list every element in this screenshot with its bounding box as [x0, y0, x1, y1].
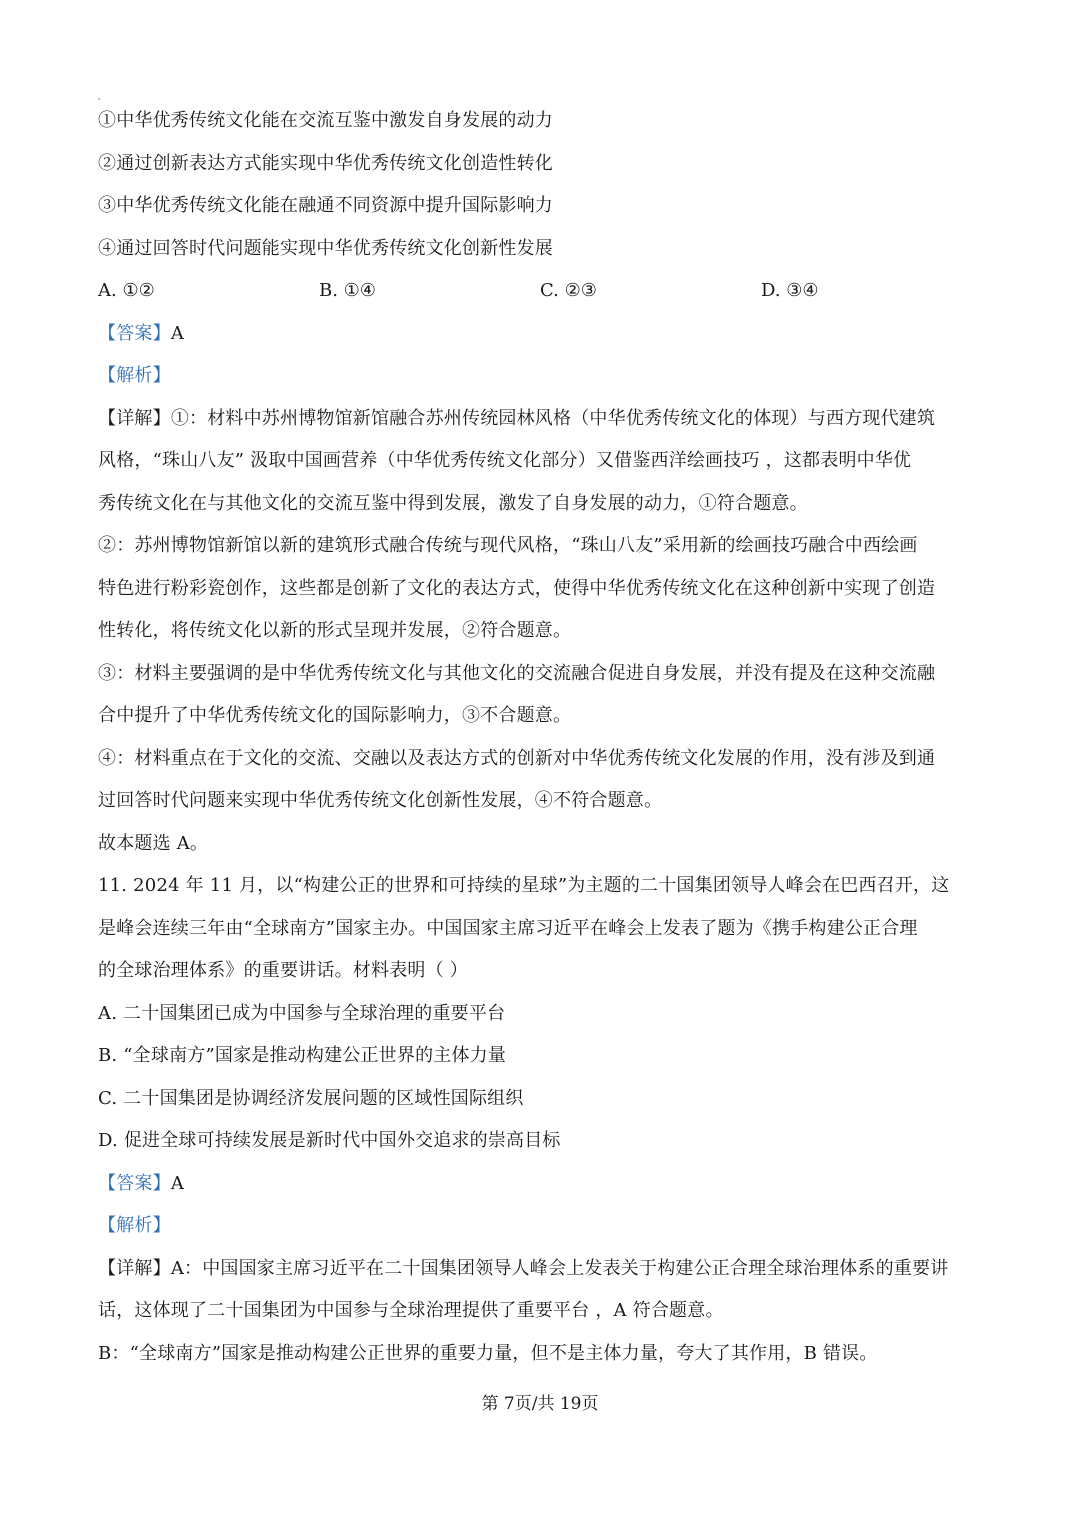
answer-tag: 【答案】 [98, 1172, 171, 1194]
q11-option-b: B. “全球南方”国家是推动构建公正世界的主体力量 [98, 1045, 507, 1066]
q11-option-d: D. 促进全球可持续发展是新时代中国外交追求的崇高目标 [98, 1130, 561, 1151]
detail-tag: 【详解】 [98, 1257, 171, 1279]
q10-detail-line: 性转化，将传统文化以新的形式呈现并发展，②符合题意。 [98, 620, 572, 641]
detail-tag: 【详解】 [98, 407, 171, 429]
answer-value: A [170, 322, 185, 344]
q10-detail-line: ③：材料主要强调的是中华优秀传统文化与其他文化的交流融合促进自身发展，并没有提及在这种交流融 [98, 662, 936, 684]
answer-tag: 【答案】 [98, 322, 171, 344]
q11-detail-line: B：“全球南方”国家是推动构建公正世界的重要力量，但不是主体力量，夸大了其作用，B 错误。 [98, 1342, 878, 1364]
detail-text: A：中国国家主席习近平在二十国集团领导人峰会上发表关于构建公正合理全球治理体系的重要讲 [170, 1257, 949, 1279]
q10-detail-line: 秀传统文化在与其他文化的交流互鉴中得到发展，激发了自身发展的动力，①符合题意。 [98, 492, 808, 514]
page-footer: 第 7页/共 19页 [481, 1394, 599, 1414]
q11-stem-line: 11. 2024 年 11 月，以“构建公正的世界和可持续的星球”为主题的二十国集团领导人峰会在巴西召开，这 [98, 875, 950, 896]
statement-2: ②通过创新表达方式能实现中华优秀传统文化创造性转化 [98, 152, 553, 174]
q11-stem-line: 是峰会连续三年由“全球南方”国家主办。中国国家主席习近平在峰会上发表了题为《携手构建公正合理 [98, 917, 918, 939]
q10-detail-line: 风格，“珠山八友” 汲取中国画营养（中华优秀传统文化部分）又借鉴西洋绘画技巧 ，这都表明中华优 [98, 450, 912, 471]
statement-4: ④通过回答时代问题能实现中华优秀传统文化创新性发展 [98, 237, 553, 259]
q10-detail-line: 过回答时代问题来实现中华优秀传统文化创新性发展，④不符合题意。 [98, 790, 663, 811]
analysis-tag: 【解析】 [98, 365, 171, 386]
q10-detail-line: ④：材料重点在于文化的交流、交融以及表达方式的创新对中华优秀传统文化发展的作用，没有涉及到通 [98, 747, 936, 769]
q11-option-c: C. 二十国集团是协调经济发展问题的区域性国际组织 [98, 1087, 524, 1109]
q11-option-a: A. 二十国集团已成为中国参与全球治理的重要平台 [98, 1002, 506, 1024]
q11-stem-line: 的全球治理体系》的重要讲话。材料表明（ ） [98, 960, 468, 981]
statement-3: ③中华优秀传统文化能在融通不同资源中提升国际影响力 [98, 195, 553, 216]
q11-detail-line: 话，这体现了二十国集团为中国参与全球治理提供了重要平台 ，A 符合题意。 [98, 1300, 724, 1321]
q10-detail-line: ②：苏州博物馆新馆以新的建筑形式融合传统与现代风格，“珠山八友”采用新的绘画技巧融合中西绘画 [98, 535, 918, 556]
q11-detail-line [98, 1248, 988, 1291]
analysis-tag: 【解析】 [98, 1215, 171, 1236]
q10-option-d: D. ③④ [761, 280, 819, 301]
q11-answer [98, 1163, 988, 1206]
q11-analysis [98, 1205, 988, 1248]
q10-detail-line [98, 398, 988, 441]
q10-detail-line: 合中提升了中华优秀传统文化的国际影响力，③不合题意。 [98, 705, 572, 726]
q10-option-c: C. ②③ [540, 280, 597, 301]
q10-options [98, 270, 988, 313]
answer-value: A [170, 1172, 185, 1194]
q10-option-b: B. ①④ [319, 280, 376, 301]
statement-1: ①中华优秀传统文化能在交流互鉴中激发自身发展的动力 [98, 110, 553, 131]
q10-analysis [98, 355, 988, 398]
q10-conclusion: 故本题选 A。 [98, 832, 209, 854]
q10-answer [98, 313, 988, 356]
detail-text: ①：材料中苏州博物馆新馆融合苏州传统园林风格（中华优秀传统文化的体现）与西方现代建筑 [170, 407, 936, 429]
q10-detail-line: 特色进行粉彩瓷创作，这些都是创新了文化的表达方式，使得中华优秀传统文化在这种创新中实现了创造 [98, 577, 936, 599]
q10-option-a: A. ①② [98, 280, 155, 301]
document-body [98, 100, 988, 1375]
